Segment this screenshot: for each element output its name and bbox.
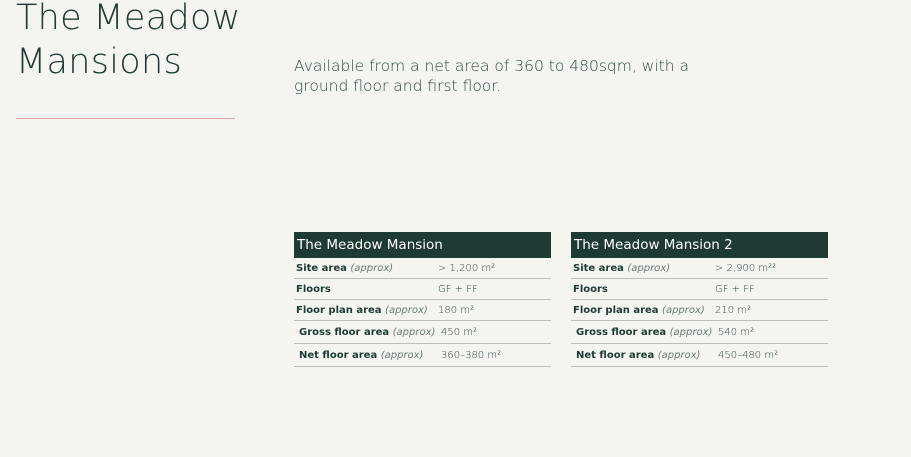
spec-table-meadow-mansion-2	[571, 232, 828, 367]
table-row	[294, 258, 551, 279]
row-value: 450 m²	[441, 326, 478, 338]
row-value: > 1,200 m²	[438, 262, 496, 274]
row-label: Site area	[573, 262, 624, 274]
table-row	[294, 300, 551, 321]
table-row	[294, 279, 551, 300]
row-qualifier: (approx)	[392, 326, 436, 338]
row-label: Gross floor area	[576, 326, 667, 338]
row-value: GF + FF	[715, 283, 755, 295]
row-value: 210 m²	[715, 304, 752, 316]
row-qualifier: (approx)	[380, 349, 424, 361]
row-value: 360–380 m²	[441, 349, 502, 361]
row-value: 540 m²	[718, 326, 755, 338]
table-row	[571, 279, 828, 300]
table-row	[571, 344, 828, 367]
page-title	[16, 0, 241, 84]
intro-text: Available from a net area of 360 to 480sqm, with a ground floor and first floor.	[294, 57, 689, 95]
row-qualifier: (approx)	[662, 304, 705, 316]
row-label: Gross floor area	[299, 326, 390, 338]
page-title-line-1: The Meadow	[16, 0, 241, 38]
spec-table-meadow-mansion	[294, 232, 551, 367]
row-qualifier: (approx)	[350, 262, 394, 274]
title-divider	[16, 118, 235, 119]
row-label: Floors	[573, 283, 608, 295]
row-qualifier: (approx)	[627, 262, 671, 274]
row-value: GF + FF	[438, 283, 478, 295]
row-label: Net floor area	[576, 349, 655, 361]
row-label: Site area	[296, 262, 347, 274]
row-value: 450–480 m²	[718, 349, 779, 361]
spec-table-heading: The Meadow Mansion 2	[571, 232, 828, 258]
table-row	[571, 321, 828, 344]
table-row	[294, 344, 551, 367]
table-row	[571, 258, 828, 279]
row-qualifier: (approx)	[669, 326, 713, 338]
spec-table-heading: The Meadow Mansion	[294, 232, 551, 258]
table-row	[294, 321, 551, 344]
row-qualifier: (approx)	[385, 304, 428, 316]
row-qualifier: (approx)	[657, 349, 701, 361]
row-value: > 2,900 m²²	[715, 262, 777, 274]
row-label: Net floor area	[299, 349, 378, 361]
row-label: Floors	[296, 283, 331, 295]
page-title-line-2: Mansions	[16, 42, 183, 82]
row-label: Floor plan area	[573, 304, 659, 316]
table-row	[571, 300, 828, 321]
row-label: Floor plan area	[296, 304, 382, 316]
row-value: 180 m²	[438, 304, 475, 316]
